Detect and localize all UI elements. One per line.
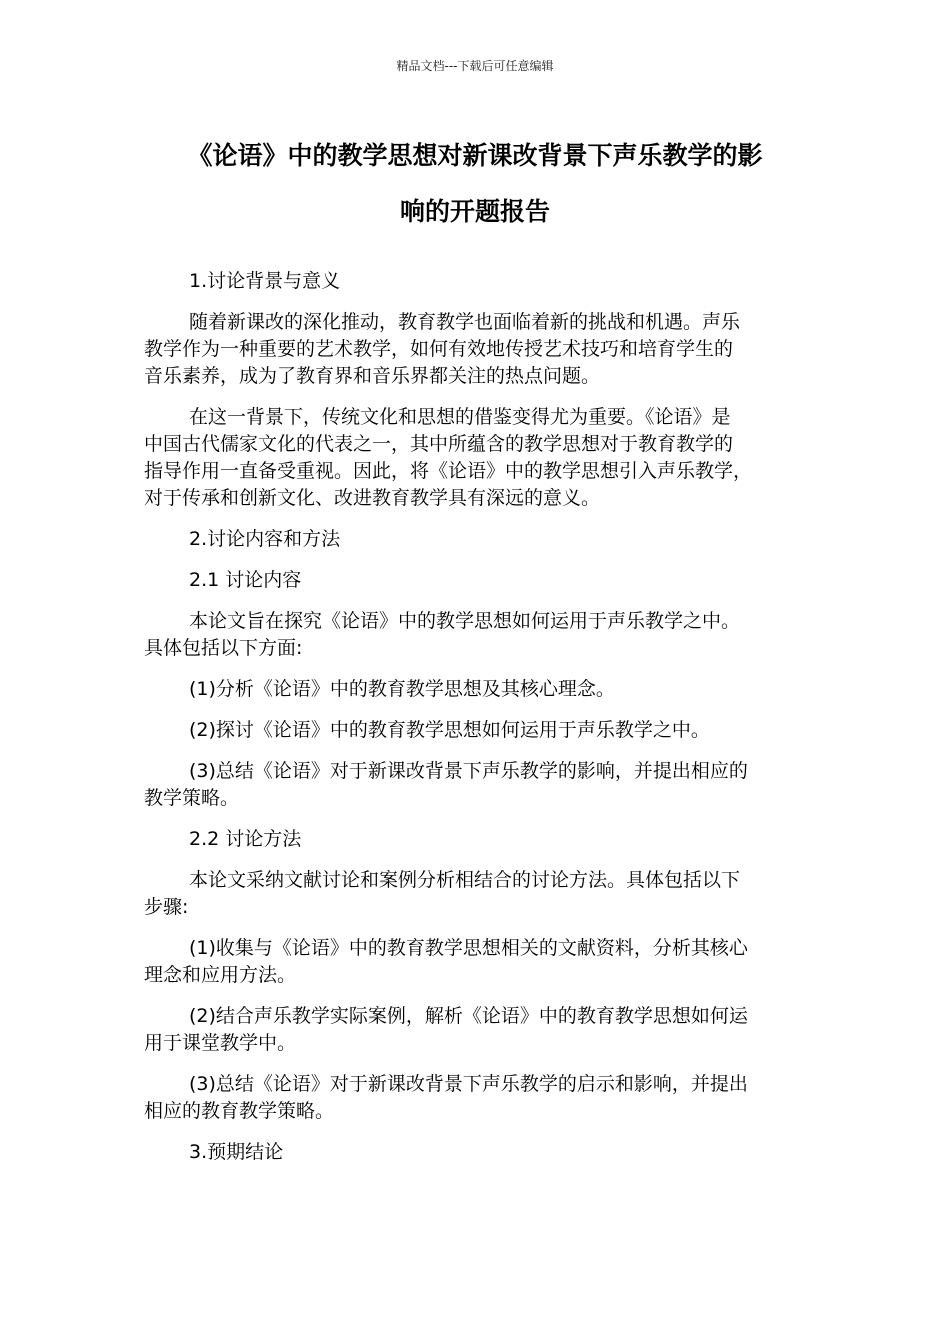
subsection-heading [144, 567, 804, 594]
text-line: 教学策略。 [144, 787, 240, 809]
text-line: 1.讨论背景与意义 [189, 270, 341, 292]
paragraph [144, 309, 804, 390]
text-line: 2.1 讨论内容 [189, 569, 302, 591]
text-line: 随着新课改的深化推动，教育教学也面临着新的挑战和机遇。声乐 [189, 311, 741, 333]
title-line: 《论语》中的教学思想对新课改背景下声乐教学的影 [187, 141, 763, 170]
list-item [144, 758, 804, 812]
text-line: 教学作为一种重要的艺术教学，如何有效地传授艺术技巧和培育学生的 [144, 338, 734, 360]
text-line: (1)收集与《论语》中的教育教学思想相关的文献资料，分析其核心 [189, 937, 748, 959]
text-line: 理念和应用方法。 [144, 964, 297, 986]
text-line: 对于传承和创新文化、改进教育教学具有深远的意义。 [144, 487, 601, 509]
text-line: 步骤: [144, 896, 189, 918]
section-heading [144, 268, 804, 295]
text-line: (1)分析《论语》中的教育教学思想及其核心理念。 [189, 678, 615, 700]
text-line: (3)总结《论语》对于新课改背景下声乐教学的启示和影响，并提出 [189, 1073, 748, 1095]
text-line: 用于课堂教学中。 [144, 1032, 297, 1054]
list-item [144, 717, 804, 744]
document-body [144, 268, 804, 1180]
list-item [144, 1003, 804, 1057]
text-line: 2.2 讨论方法 [189, 828, 302, 850]
text-line: 具体包括以下方面: [144, 637, 303, 659]
text-line: 指导作用一直备受重视。因此，将《论语》中的教学思想引入声乐教学， [144, 460, 753, 482]
section-heading [144, 1139, 804, 1166]
text-line: 中国古代儒家文化的代表之一，其中所蕴含的教学思想对于教育教学的 [144, 433, 734, 455]
text-line: 相应的教育教学策略。 [144, 1100, 335, 1122]
text-line: (2)结合声乐教学实际案例，解析《论语》中的教育教学思想如何运 [189, 1005, 748, 1027]
list-item [144, 1071, 804, 1125]
paragraph [144, 404, 804, 512]
paragraph [144, 867, 804, 921]
header-note: 精品文档---下载后可任意编辑 [396, 59, 554, 73]
list-item [144, 935, 804, 989]
text-line: 2.讨论内容和方法 [189, 528, 341, 550]
text-line: 本论文旨在探究《论语》中的教学思想如何运用于声乐教学之中。 [189, 610, 741, 632]
list-item [144, 676, 804, 703]
document-title [140, 128, 810, 240]
text-line: 3.预期结论 [189, 1141, 284, 1163]
text-line: 音乐素养，成为了教育界和音乐界都关注的热点问题。 [144, 365, 601, 387]
paragraph [144, 608, 804, 662]
section-heading [144, 526, 804, 553]
text-line: (3)总结《论语》对于新课改背景下声乐教学的影响，并提出相应的 [189, 760, 748, 782]
subsection-heading [144, 826, 804, 853]
text-line: 本论文采纳文献讨论和案例分析相结合的讨论方法。具体包括以下 [189, 869, 741, 891]
text-line: (2)探讨《论语》中的教育教学思想如何运用于声乐教学之中。 [189, 719, 710, 741]
text-line: 在这一背景下，传统文化和思想的借鉴变得尤为重要。《论语》是 [189, 406, 731, 428]
title-line: 响的开题报告 [399, 197, 550, 226]
